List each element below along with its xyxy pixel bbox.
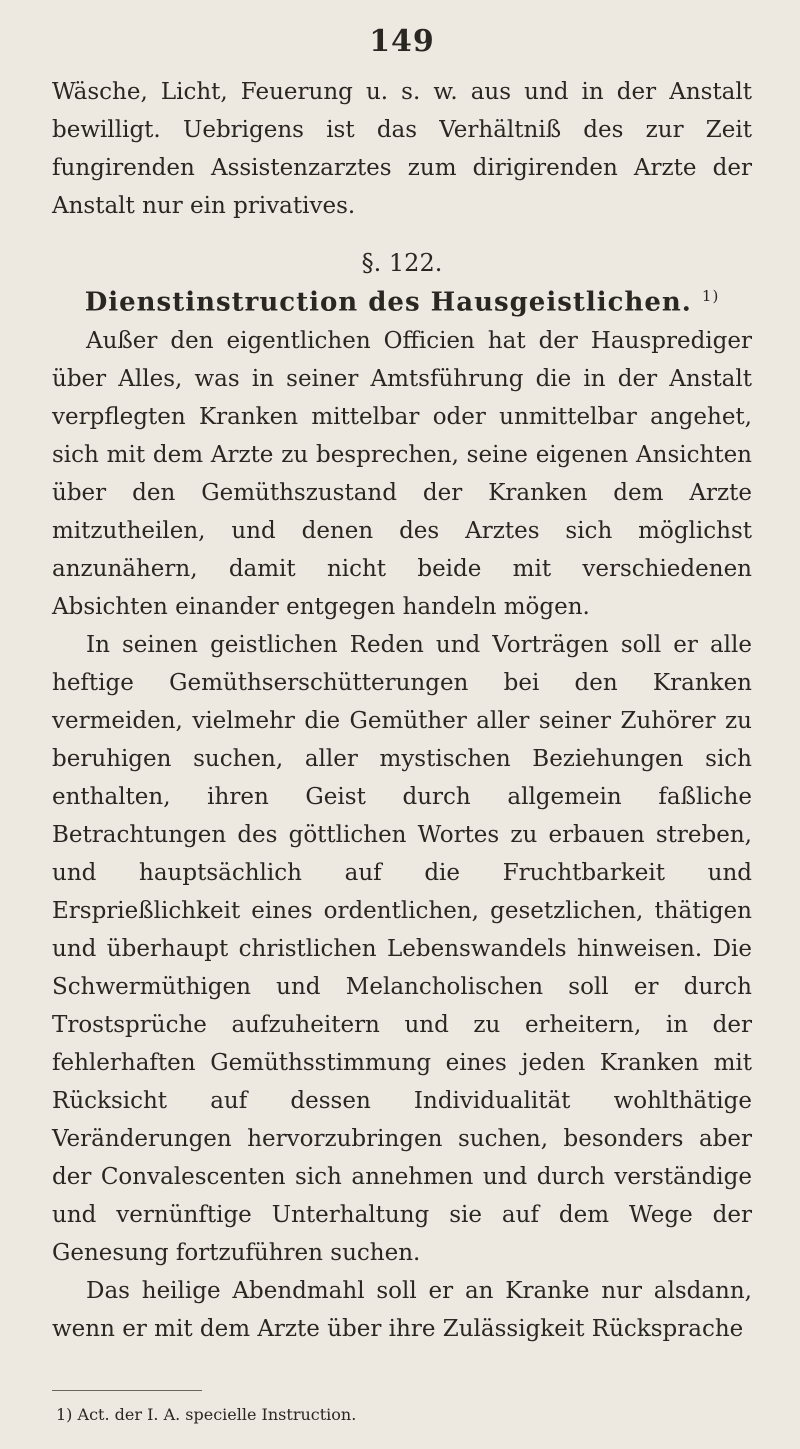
- page-number: 149: [369, 24, 435, 59]
- intro-paragraph: Wäsche, Licht, Feuerung u. s. w. aus und in der Anstalt bewilligt. Uebrigens ist das Verhältniß des zur Zeit fungirenden Assistenzarztes zum dirigirenden Arzte der Anstalt nur ein privatives.: [52, 79, 752, 219]
- section-number: §. 122.: [361, 249, 443, 277]
- footnote-reference: 1): [701, 287, 720, 305]
- body-paragraph-2: In seinen geistlichen Reden und Vorträgen soll er alle heftige Gemüthserschütterungen bei den Kranken vermeiden, vielmehr die Gemüther aller seiner Zuhörer zu beruhigen suchen, aller mystischen Beziehungen sich enthalten, ihren Geist durch allgemein faßliche Betrachtungen des göttlichen Wortes zu erbauen streben, und hauptsächlich auf die Fruchtbarkeit und Ersprießlichkeit eines ordentlichen, gesetzlichen, thätigen und überhaupt christlichen Lebenswandels hinweisen. Die Schwermüthigen und Melancholischen soll er durch Trostsprüche aufzuheitern und zu erheitern, in der fehlerhaften Gemüthsstimmung eines jeden Kranken mit Rücksicht auf dessen Individualität wohlthätige Veränderungen hervorzubringen suchen, besonders aber der Convalescenten sich annehmen und durch verständige und vernünftige Unterhaltung sie auf dem Wege der Genesung fortzuführen suchen.: [52, 631, 752, 1266]
- body-paragraph-1: Außer den eigentlichen Officien hat der Hausprediger über Alles, was in seiner Amtsführung die in der Anstalt verpflegten Kranken mittelbar oder unmittelbar angehet, sich mit dem Arzte zu besprechen, seine eigenen Ansichten über den Gemüthszustand der Kranken dem Arzte mitzutheilen, und denen des Arztes sich möglichst anzunähern, damit nicht beide mit verschiedenen Absichten einander entgegen handeln mögen.: [52, 327, 752, 620]
- body-paragraph-3: Das heilige Abendmahl soll er an Kranke nur alsdann, wenn er mit dem Arzte über ihre Zulässigkeit Rücksprache: [52, 1277, 752, 1342]
- section-title-text: Dienstinstruction des Hausgeistlichen.: [84, 287, 692, 318]
- section-title: [52, 287, 752, 318]
- footnote-divider: [52, 1390, 202, 1391]
- footnote: 1) Act. der I. A. specielle Instruction.: [56, 1405, 357, 1424]
